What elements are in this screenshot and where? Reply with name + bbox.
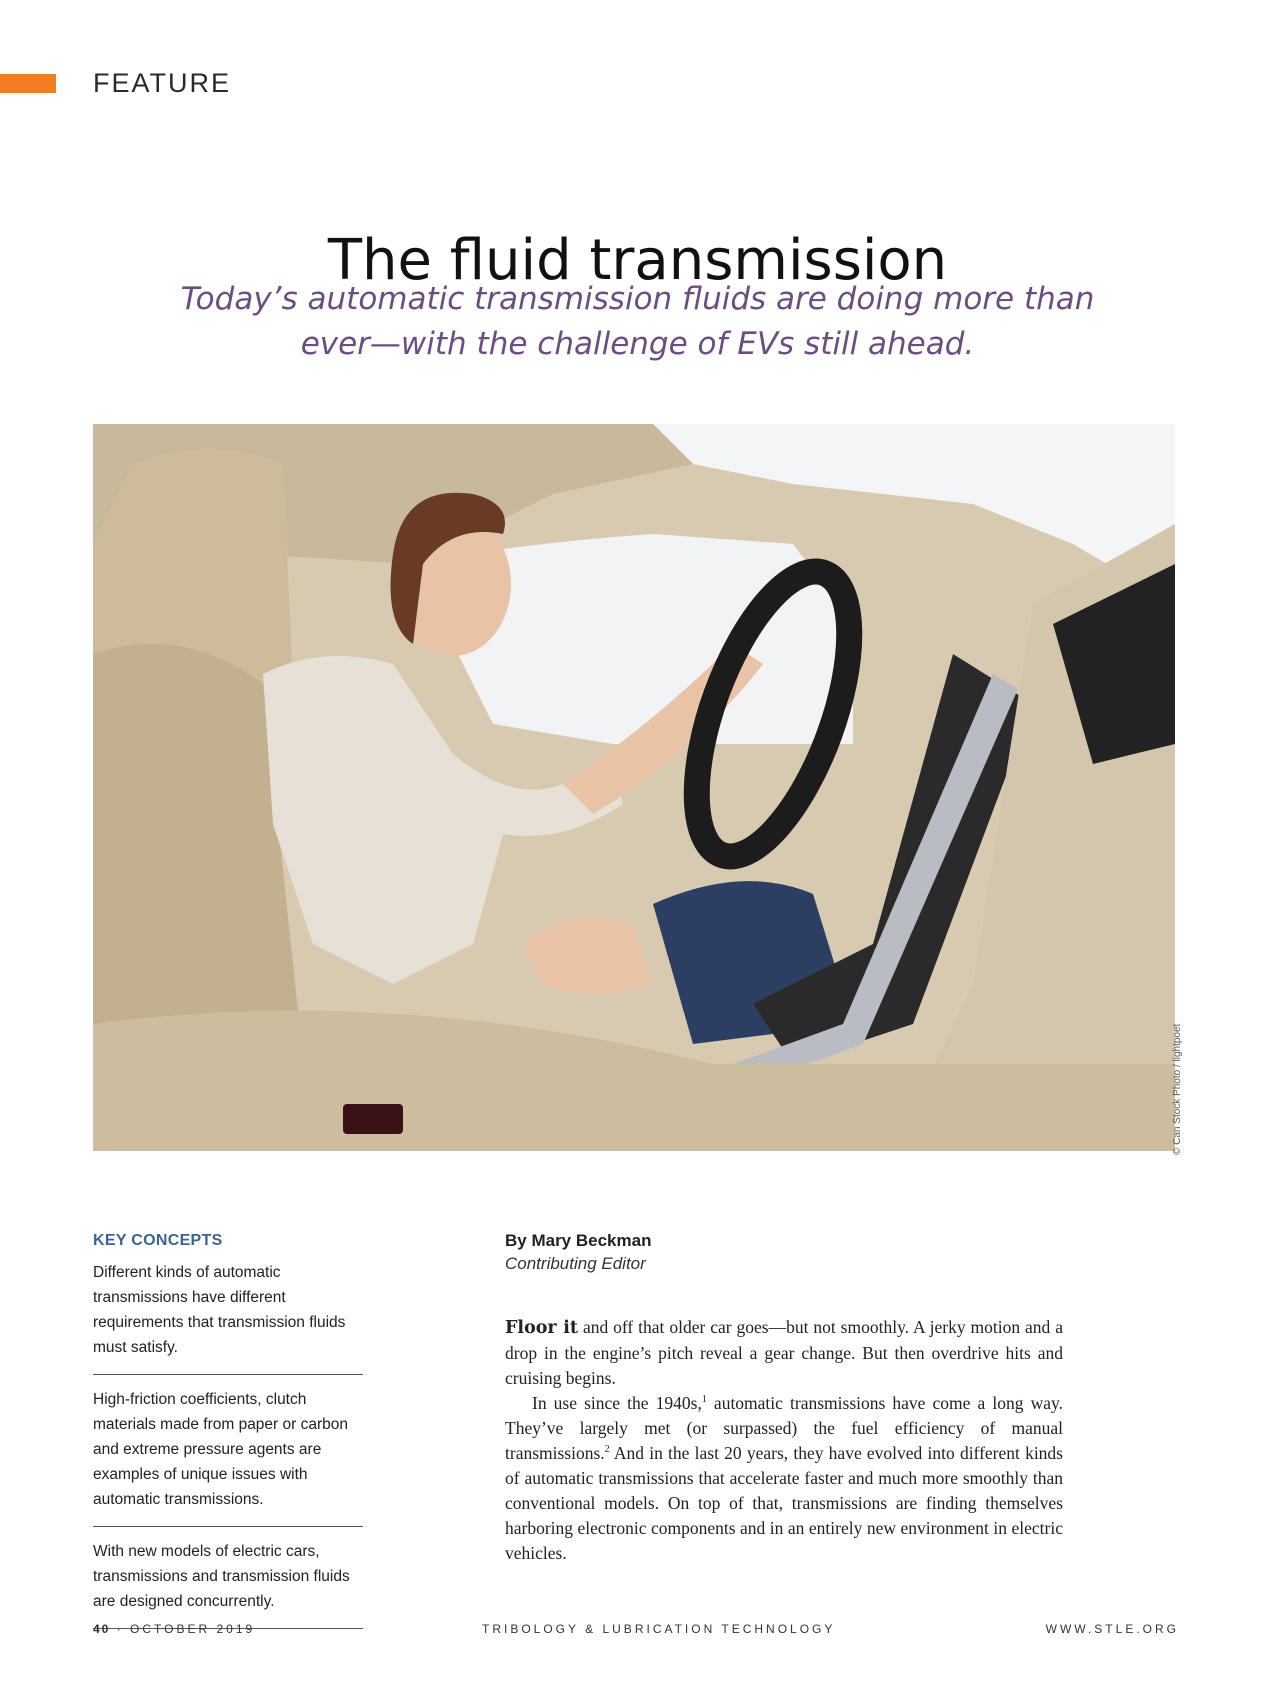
key-concept-item: With new models of electric cars, transmissions and transmission fluids are designed concurrently. xyxy=(93,1527,363,1629)
footer-separator: · xyxy=(116,1622,124,1636)
lead-in: Floor it xyxy=(505,1318,579,1338)
publication-name: TRIBOLOGY & LUBRICATION TECHNOLOGY xyxy=(482,1622,836,1636)
section-label: FEATURE xyxy=(93,68,232,98)
footnote-ref: 1 xyxy=(701,1394,707,1406)
author-name: By Mary Beckman xyxy=(505,1231,652,1250)
body-paragraph xyxy=(505,1315,1063,1391)
photo-credit: © Can Stock Photo / lightpoet xyxy=(1172,1023,1183,1155)
page-number: 40 xyxy=(93,1622,111,1636)
key-concept-item: Different kinds of automatic transmissions have different requirements that transmission fluids must satisfy. xyxy=(93,1250,363,1375)
body-paragraph xyxy=(505,1391,1063,1566)
section-accent-bar xyxy=(0,74,56,93)
byline xyxy=(505,1231,651,1274)
key-concepts-box xyxy=(93,1232,363,1629)
footer-left xyxy=(93,1622,255,1636)
paragraph-text: In use since the 1940s, xyxy=(532,1393,702,1413)
footnote-ref: 2 xyxy=(604,1444,610,1456)
article-subtitle: Today’s automatic transmission fluids are doing more than ever—with the challenge of EVs still ahead. xyxy=(180,281,1095,362)
hero-photo-illustration xyxy=(93,424,1175,1151)
website-link[interactable]: WWW.STLE.ORG xyxy=(1045,1622,1179,1636)
key-concepts-heading: KEY CONCEPTS xyxy=(93,1232,223,1249)
article-title: The fluid transmission xyxy=(327,227,948,293)
paragraph-text: and off that older car goes—but not smoothly. A jerky motion and a drop in the engine’s pitch reveal a gear change. But then overdrive hits and cruising begins. xyxy=(505,1317,1063,1388)
paragraph-text: And in the last 20 years, they have evolved into different kinds of automatic transmissions that accelerate faster and much more smoothly than conventional models. On top of that, transmissions are finding themselves harboring electronic components and in an entirely new environment in electric vehicles. xyxy=(505,1443,1063,1563)
article-body xyxy=(505,1315,1063,1566)
paragraph-text: automatic transmissions have come a long way. They’ve largely met (or surpassed) the fuel efficiency of manual transmissions. xyxy=(505,1393,1063,1463)
key-concept-item: High-friction coefficients, clutch materials made from paper or carbon and extreme pressure agents are examples of unique issues with automatic transmissions. xyxy=(93,1375,363,1527)
issue-date: OCTOBER 2019 xyxy=(130,1622,256,1636)
author-role: Contributing Editor xyxy=(505,1254,646,1273)
hero-photo xyxy=(93,424,1175,1151)
